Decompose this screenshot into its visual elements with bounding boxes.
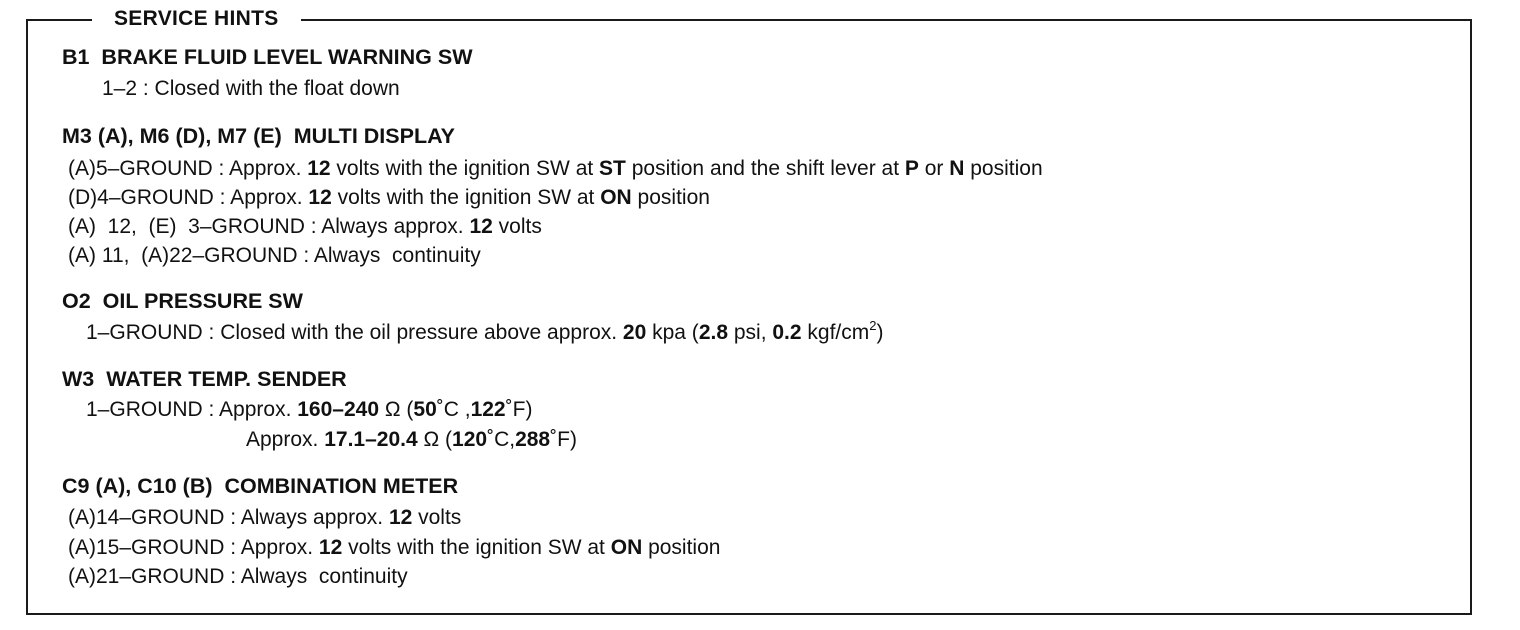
m3-hint-line-3: (A) 12, (E) 3–GROUND : Always approx. 12 volts: [68, 215, 542, 238]
w3-hint-line-1: 1–GROUND : Approx. 160–240 Ω (50˚C ,122˚F): [86, 398, 533, 421]
c9-hint-line-1: (A)14–GROUND : Always approx. 12 volts: [68, 506, 462, 529]
w3-hint-line-2: Approx. 17.1–20.4 Ω (120˚C,288˚F): [246, 428, 577, 451]
c9-hint-line-3: (A)21–GROUND : Always continuity: [68, 565, 408, 588]
c9-heading: C9 (A), C10 (B) COMBINATION METER: [62, 474, 459, 498]
w3-heading: W3 WATER TEMP. SENDER: [62, 367, 347, 391]
m3-heading: M3 (A), M6 (D), M7 (E) MULTI DISPLAY: [62, 124, 455, 148]
c9-hint-line-2: (A)15–GROUND : Approx. 12 volts with the ignition SW at ON position: [68, 536, 721, 559]
section-title: SERVICE HINTS: [92, 6, 301, 32]
m3-hint-line-2: (D)4–GROUND : Approx. 12 volts with the ignition SW at ON position: [68, 186, 710, 209]
m3-hint-line-1: (A)5–GROUND : Approx. 12 volts with the ignition SW at ST position and the shift lever at P or N position: [68, 157, 1043, 180]
b1-heading: B1 BRAKE FLUID LEVEL WARNING SW: [62, 45, 473, 69]
o2-hint-line: 1–GROUND : Closed with the oil pressure above approx. 20 kpa (2.8 psi, 0.2 kgf/$cm^2$): [86, 318, 884, 344]
b1-hint-line: 1–2 : Closed with the float down: [102, 77, 400, 100]
m3-hint-line-4: (A) 11, (A)22–GROUND : Always continuity: [68, 244, 481, 267]
o2-heading: O2 OIL PRESSURE SW: [62, 289, 303, 313]
